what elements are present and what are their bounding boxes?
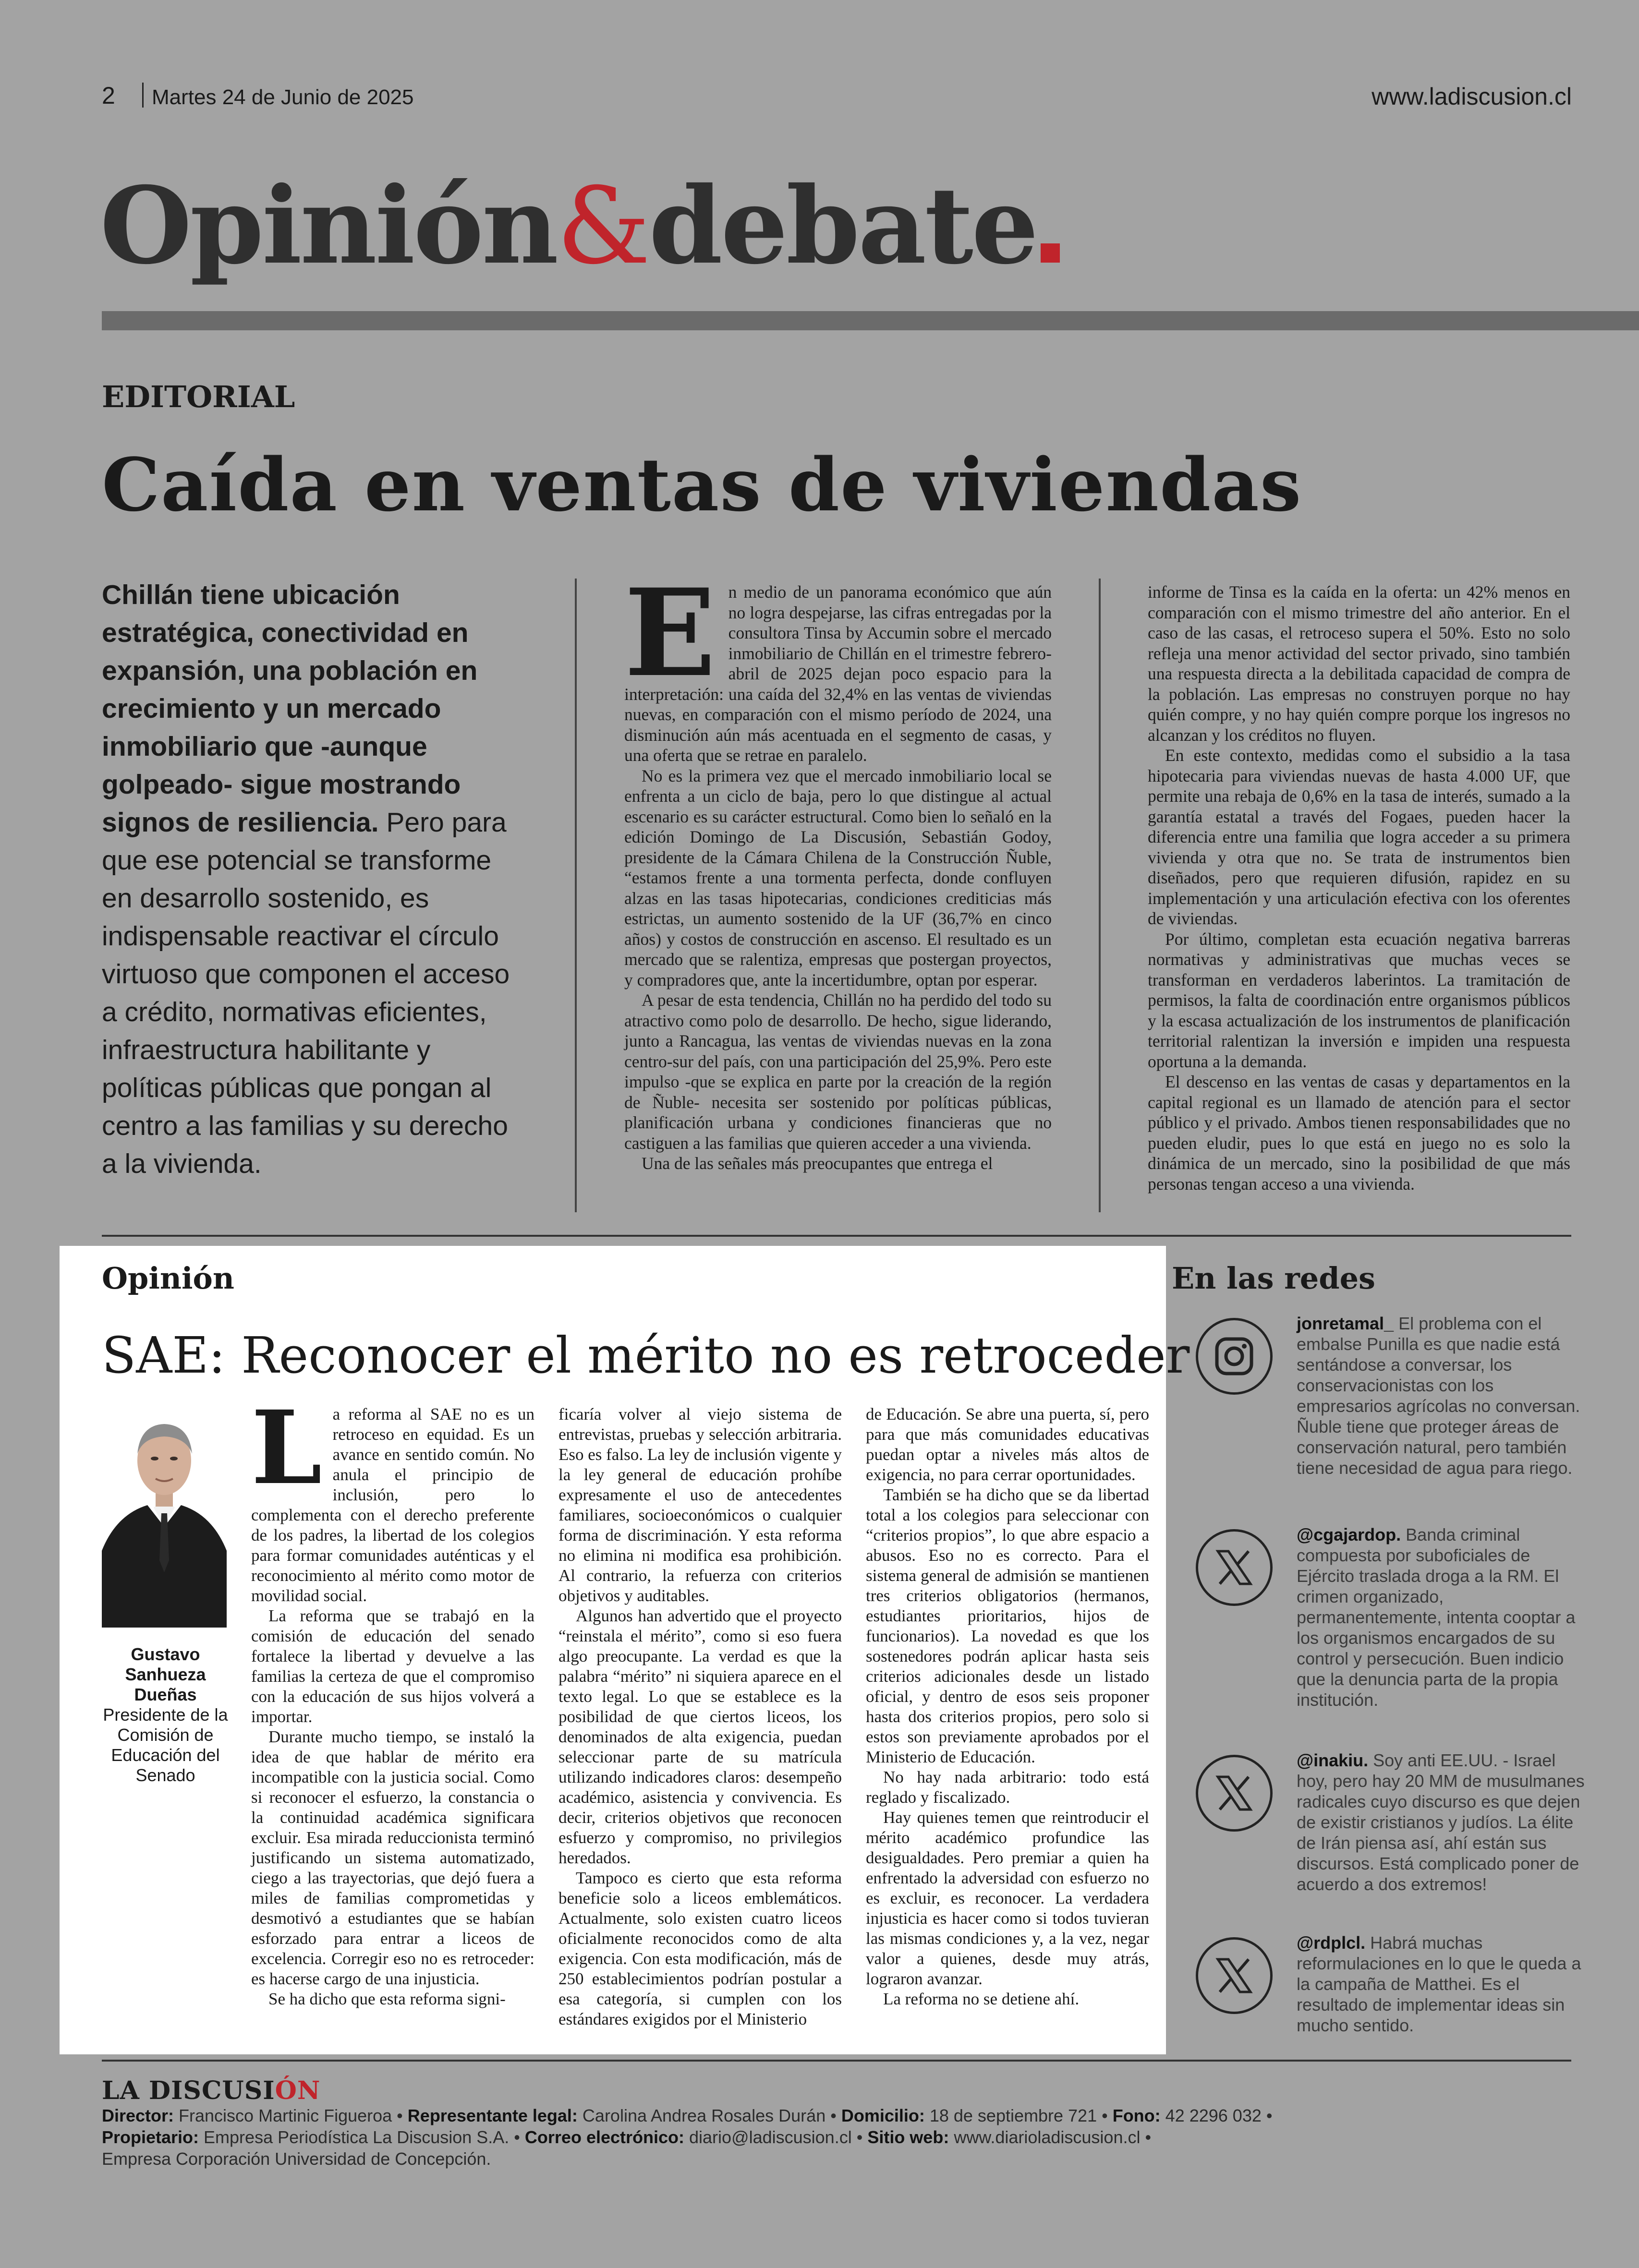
social-handle[interactable]: @cgajardop. — [1297, 1525, 1401, 1544]
opinion-paragraph: La reforma no se detiene ahí. — [883, 1990, 1080, 2008]
masthead-rule — [102, 311, 1639, 330]
opinion-paragraph: a reforma al SAE no es un retroceso en equidad. Es un avance en sentido común. No anula el principio de inclusión, pero lo complementa con el derecho preferente de los padres, la libertad de los colegios para formar comunidades auténticas y el reconocimiento al mérito como motor de movilidad social. — [251, 1405, 534, 1605]
editorial-paragraph: Una de las señales más preocupantes que entrega el — [642, 1154, 993, 1173]
footer-line: Director: Francisco Martinic Figueroa • Representante legal: Carolina Andrea Rosales Durán • Domicilio: 18 de septiembre 721 • Fono: 42 2296 032 • — [102, 2106, 1273, 2125]
footer-website-link[interactable]: www.diarioladiscusion.cl • — [949, 2127, 1152, 2147]
social-post — [1196, 1314, 1609, 1478]
opinion-paragraph: También se ha dicho que se da libertad total a los colegios para seleccionar con “criterios propios”, lo que abre espacio a abusos. Eso no es correcto. Para el sistema general de admisión se mantienen tres criterios obligatorios (hermanos, estudiantes prioritarios, hijos de funcionarios). La novedad es que los sostenedores podrán aplicar hasta seis criterios adicionales desde un listado oficial, y dentro de esos seis proponer hasta dos criterios propios, pero solo si estos son previamente aprobados por el Ministerio de Educación. — [866, 1485, 1149, 1766]
social-post — [1196, 1525, 1609, 1710]
editorial-column-3 — [1148, 582, 1570, 1194]
page-number: 2 — [102, 82, 115, 109]
opinion-paragraph: Durante mucho tiempo, se instaló la idea de que hablar de mérito era incompatible con la justicia social. Como si reconocer el esfuerzo, la constancia o la continuidad académica significara excluir. Esa mirada reduccionista terminó justificando un sistema automatizado, ciego a las trayectorias, que dejó fuera a miles de familias comprometidas y desmotivó a estudiantes que se habían esforzado para entrar a liceos de excelencia. Corregir eso no es retroceder: es hacerse cargo de una injusticia. — [251, 1727, 534, 1988]
opinion-column-3 — [866, 1404, 1149, 2009]
social-post-text: @inakiu. Soy anti EE.UU. - Israel hoy, pero hay 20 MM de musulmanes radicales cuyo discurso es que dejen de existir cristianos y judíos. La élite de Irán piensa así, ahí están sus discursos. Está complicado poner de acuerdo a dos extremos! — [1297, 1750, 1585, 1894]
column-divider — [575, 579, 577, 1212]
x-icon — [1196, 1937, 1273, 2014]
opinion-paragraph: de Educación. Se abre una puerta, sí, pero para que más comunidades educativas puedan optar a niveles más altos de exigencia, no para cerrar oportunidades. — [866, 1405, 1149, 1484]
social-handle[interactable]: @rdplcl. — [1297, 1933, 1366, 1953]
newspaper-logo: LA DISCUSIÓN — [102, 2076, 321, 2105]
opinion-paragraph: Tampoco es cierto que esta reforma beneficie solo a liceos emblemáticos. Actualmente, solo existen cuatro liceos oficialmente reconocidos como de alta exigencia. Con esta modificación, más de 250 establecimientos podrían postular a esa categoría, si cumplen con los estándares exigidos por el Ministerio — [558, 1869, 842, 2028]
editorial-column-2 — [624, 562, 1052, 1174]
opinion-paragraph: No hay nada arbitrario: todo está reglado y fiscalizado. — [866, 1768, 1149, 1807]
social-post — [1196, 1933, 1609, 2043]
footer-email-link[interactable]: diario@ladiscusion.cl • — [684, 2127, 868, 2147]
folio-divider — [142, 83, 144, 108]
opinion-column-2 — [558, 1404, 842, 2029]
opinion-paragraph: La reforma que se trabajó en la comisión de educación del senado fortalece la libertad y devuelve a las familias la certeza de que el compromiso con la educación de sus hijos volverá a importar. — [251, 1606, 534, 1726]
opinion-paragraph: ficaría volver al viejo sistema de entrevistas, pruebas y selección arbitraria. Eso es falso. La ley de inclusión vigente y la ley general de educación prohíbe expresamente el uso de antecedentes familiares, socioeconómicos o cualquier forma de discriminación. Y esta reforma no elimina ni modifica esa prohibición. Al contrario, la refuerza con criterios objetivos y auditables. — [558, 1405, 842, 1605]
author-portrait-icon — [102, 1407, 227, 1628]
social-post-text: @cgajardop. Banda criminal compuesta por suboficiales de Ejército traslada droga a la RM. El crimen organizado, permanentemente, intenta cooptar a los organismos encargados de su control y persecución. Buen indicio que la denuncia parta de la propia institución. — [1297, 1525, 1576, 1710]
author-photo — [102, 1407, 227, 1628]
opinion-paragraph: Hay quienes temen que reintroducir el mérito académico profundice las desigualdades. Pero premiar a quien ha enfrentado la adversidad con esfuerzo no es excluir, es reconocer. La verdadera injusticia es hacer como si todos tuvieran las mismas condiciones y, a la vez, negar valor a quienes, desde muy atrás, lograron avanzar. — [866, 1808, 1149, 1988]
section-masthead — [100, 163, 1060, 288]
x-icon — [1196, 1529, 1273, 1606]
drop-cap: L — [251, 1388, 322, 1507]
editorial-paragraph: No es la primera vez que el mercado inmobiliario local se enfrenta a un ciclo de baja, pero lo que distingue al actual escenario es su carácter estructural. Como bien lo señaló en la edición Domingo de La Discusión, Sebastián Godoy, presidente de la Cámara Chilena de la Construcción Ñuble, “estamos frente a una tormenta perfecta, donde confluyen alzas en las tasas hipotecarias, condiciones crediticias más estrictas, un aumento sostenido de la UF (36,7% en cinco años) y costos de construcción en ascenso. El resultado es un mercado que se ralentiza, empresas que postergan proyectos, y compradores que, ante la incertidumbre, optan por esperar. — [624, 766, 1052, 989]
editorial-headline: Caída en ventas de viviendas — [102, 442, 1302, 528]
editorial-paragraph: El descenso en las ventas de casas y departamentos en la capital regional es un llamado de atención para el sector público y el privado. Ambos tienen responsabilidades que no pueden eludir, pues lo que está en juego no es solo la dinámica de un mercado, sino la posibilidad de que más personas tengan acceso a una vivienda. — [1148, 1072, 1570, 1194]
editorial-lead-rest: Pero para que ese potencial se transforme en desarrollo sostenido, es indispensable reactivar el círculo virtuoso que componen el acceso a crédito, normativas eficientes, infraestructura habilitante y políticas públicas que pongan al centro a las familias y su derecho a la vivienda. — [102, 807, 510, 1179]
x-icon — [1196, 1755, 1273, 1832]
editorial-lead — [102, 576, 520, 1183]
opinion-paragraph: Se ha dicho que esta reforma signi- — [268, 1990, 506, 2008]
social-post-text: jonretamal_ El problema con el embalse Punilla es que nadie está sentándose a conversar, los conservacionistas con los empresarios agrícolas no conversan. Ñuble tiene que proteger áreas de conservación natural, pero también tiene necesidad de agua para riego. — [1297, 1314, 1580, 1478]
website-link[interactable]: www.ladiscusion.cl — [1372, 83, 1572, 110]
masthead-word-debate: debate — [649, 163, 1037, 288]
social-post — [1196, 1750, 1609, 1899]
editorial-paragraph: A pesar de esta tendencia, Chillán no ha perdido del todo su atractivo como polo de desarrollo. De hecho, sigue liderando, junto a Rancagua, las ventas de viviendas nuevas en la zona centro-sur del país, con una participación del 25,9%. Pero este impulso -que se explica en parte por la creación de la región de Ñuble- necesita ser sostenido por políticas públicas, planificación urbana y condiciones financieras que no castiguen a las familias que quieren acceder a una vivienda. — [624, 990, 1052, 1153]
drop-cap: E — [624, 562, 716, 703]
instagram-icon — [1196, 1318, 1273, 1395]
editorial-paragraph: n medio de un panorama económico que aún no logra despejarse, las cifras entregadas por la consultora Tinsa by Accumin sobre el mercado inmobiliario de Chillán en el trimestre febrero-abril de 2025 dejan poco espacio para la interpretación: una caída del 32,4% en las ventas de viviendas nuevas, en comparación con el mismo período de 2024, una disminución aún más acentuada en el segmento de casas, y una oferta que se retrae en paralelo. — [624, 582, 1052, 765]
social-section-title: En las redes — [1172, 1261, 1375, 1296]
opinion-column-1 — [251, 1388, 534, 2009]
section-divider — [102, 1235, 1571, 1237]
footer-credits — [102, 2105, 1590, 2170]
author-role: Presidente de la Comisión de Educación del Senado — [103, 1705, 228, 1785]
footer-line: Propietario: Empresa Periodística La Discusion S.A. • Correo electrónico: diario@ladiscusion.cl • Sitio web: www.diarioladiscusion.cl • — [102, 2127, 1152, 2147]
social-handle[interactable]: @inakiu. — [1297, 1750, 1369, 1770]
social-post-text: @rdplcl. Habrá muchas reformulaciones en lo que le queda a la campaña de Matthei. Es el resultado de implementar ideas sin mucho sentido. — [1297, 1933, 1581, 2035]
footer-divider — [102, 2060, 1571, 2062]
opinion-kicker: Opinión — [102, 1261, 234, 1296]
author-credit — [102, 1644, 229, 1785]
editorial-paragraph: Por último, completan esta ecuación negativa barreras normativas y administrativas que muchas veces se transforman en verdaderos laberintos. La tramitación de permisos, la falta de coordinación entre organismos públicos y la escasa actualización de los instrumentos de planificación territorial ralentizan la inversión e impiden una respuesta oportuna a la demanda. — [1148, 929, 1570, 1071]
masthead-word-opinion: Opinión — [100, 163, 557, 288]
masthead-ampersand: & — [557, 165, 649, 288]
opinion-headline: SAE: Reconocer el mérito no es retroceder — [102, 1326, 1190, 1385]
editorial-paragraph: En este contexto, medidas como el subsidio a la tasa hipotecaria para viviendas nuevas de hasta 4.000 UF, que permite una rebaja de 0,6% en la tasa de interés, sumado a la garantía estatal a través del Fogaes, pueden hacer la diferencia entre una familia que logra acceder a su primera vivienda y otra que no. Se trata de instrumentos bien diseñados, pero que requieren difusión, rapidez en su implementación y una articulación efectiva con los oferentes de viviendas. — [1148, 746, 1570, 928]
editorial-paragraph: informe de Tinsa es la caída en la oferta: un 42% menos en comparación con el mismo trimestre del año anterior. En el caso de las casas, el retroceso supera el 50%. Esto no solo refleja una menor actividad del sector privado, sino también una respuesta directa a la debilitada capacidad de compra de la población. Las empresas no construyen porque no hay quién compre, y no hay quién compre porque los ingresos no alcanzan y los créditos no fluyen. — [1148, 582, 1570, 745]
masthead-red-dot — [1041, 243, 1060, 263]
opinion-paragraph: Algunos han advertido que el proyecto “reinstala el mérito”, como si eso fuera algo preocupante. La verdad es que la palabra “mérito” ni siquiera aparece en el texto legal. Lo que se establece es la posibilidad de que ciertos liceos, los denominados de alta exigencia, puedan seleccionar parte de su matrícula utilizando indicadores claros: desempeño académico, asistencia y convivencia. Es decir, criterios objetivos que reconocen esfuerzo y compromiso, no privilegios heredados. — [558, 1606, 842, 1867]
issue-date: Martes 24 de Junio de 2025 — [152, 85, 414, 109]
editorial-kicker: EDITORIAL — [102, 379, 295, 414]
column-divider — [1099, 579, 1101, 1212]
editorial-lead-bold: Chillán tiene ubicación estratégica, conectividad en expansión, una población en crecimiento y un mercado inmobiliario que -aunque golpeado- sigue mostrando signos de resiliencia. — [102, 579, 478, 838]
author-name: Gustavo Sanhueza Dueñas — [125, 1644, 206, 1704]
footer-line: Empresa Corporación Universidad de Concepción. — [102, 2149, 491, 2169]
social-handle[interactable]: jonretamal_ — [1297, 1314, 1394, 1333]
